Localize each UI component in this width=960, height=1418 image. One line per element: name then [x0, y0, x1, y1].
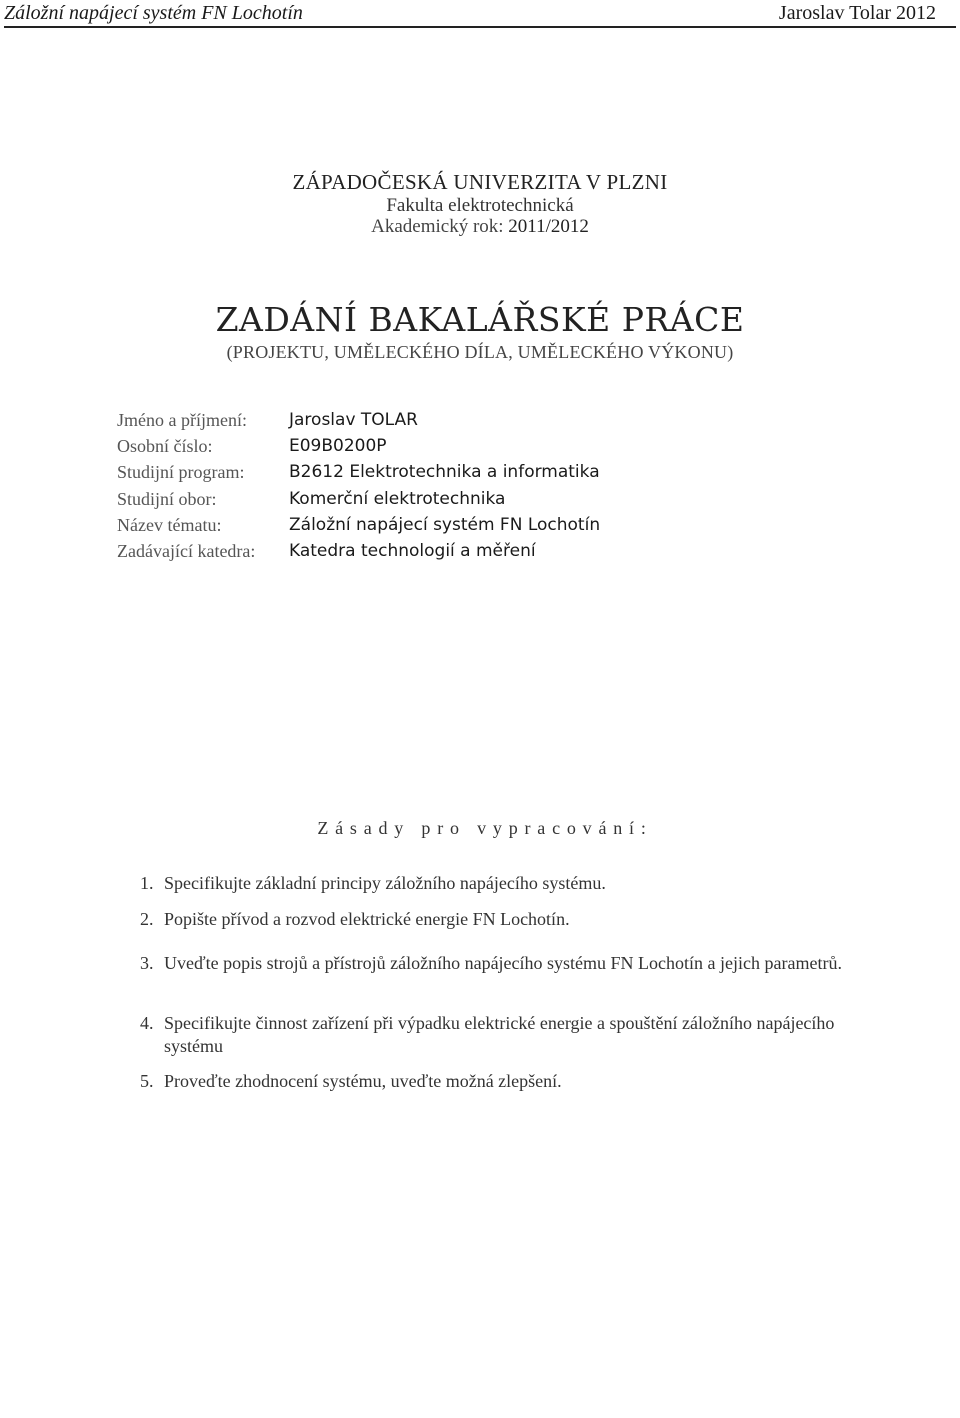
info-value: Záložní napájecí systém FN Lochotín	[289, 515, 601, 535]
info-label: Název tématu:	[117, 515, 222, 535]
info-label: Zadávající katedra:	[117, 541, 256, 561]
info-row-department	[0, 541, 960, 567]
academic-year	[0, 216, 960, 238]
info-row-name	[0, 410, 960, 436]
university-name: ZÁPADOČESKÁ UNIVERZITA V PLZNI	[292, 170, 668, 194]
info-label: Studijní program:	[117, 462, 245, 482]
list-item	[140, 872, 865, 895]
list-item	[140, 1070, 865, 1093]
header-divider	[4, 26, 956, 28]
info-value: B2612 Elektrotechnika a informatika	[289, 462, 600, 482]
info-row-personal-number	[0, 436, 960, 462]
document-title: ZADÁNÍ BAKALÁŘSKÉ PRÁCE	[215, 300, 745, 339]
academic-year-label: Akademický rok:	[371, 216, 504, 237]
list-item	[140, 1012, 865, 1058]
list-item-number: 3.	[140, 953, 154, 973]
header-author-year: Jaroslav Tolar 2012	[778, 2, 936, 24]
info-label: Jméno a příjmení:	[117, 410, 247, 430]
info-label: Studijní obor:	[117, 489, 217, 509]
faculty-name: Fakulta elektrotechnická	[386, 195, 574, 216]
list-item-number: 2.	[140, 909, 154, 929]
guidelines-heading: Zásady pro vypracování:	[317, 818, 653, 838]
info-row-study-field	[0, 489, 960, 515]
list-item-number: 5.	[140, 1071, 154, 1091]
list-item-text: Specifikujte základní principy záložního napájecího systému.	[164, 873, 606, 893]
info-value: Jaroslav TOLAR	[289, 410, 418, 430]
info-row-study-program	[0, 462, 960, 488]
list-item-text: Specifikujte činnost zařízení při výpadku elektrické energie a spouštění záložního napájecího systému	[164, 1013, 835, 1056]
list-item-number: 4.	[140, 1013, 154, 1033]
list-item-text: Uveďte popis strojů a přístrojů záložního napájecího systému FN Lochotín a jejich parametrů.	[164, 953, 842, 973]
list-item-number: 1.	[140, 873, 154, 893]
list-item-text: Popište přívod a rozvod elektrické energie FN Lochotín.	[164, 909, 570, 929]
academic-year-value: 2011/2012	[508, 216, 589, 237]
info-row-topic	[0, 515, 960, 541]
info-label: Osobní číslo:	[117, 436, 213, 456]
document-subtitle: (PROJEKTU, UMĚLECKÉHO DÍLA, UMĚLECKÉHO VÝKONU)	[226, 342, 734, 362]
list-item	[140, 952, 865, 975]
info-value: E09B0200P	[289, 436, 387, 456]
list-item	[140, 908, 865, 931]
list-item-text: Proveďte zhodnocení systému, uveďte možná zlepšení.	[164, 1071, 562, 1091]
info-value: Katedra technologií a měření	[289, 541, 536, 561]
header-document-title: Záložní napájecí systém FN Lochotín	[4, 2, 303, 24]
page-header	[0, 0, 960, 28]
info-value: Komerční elektrotechnika	[289, 489, 506, 509]
